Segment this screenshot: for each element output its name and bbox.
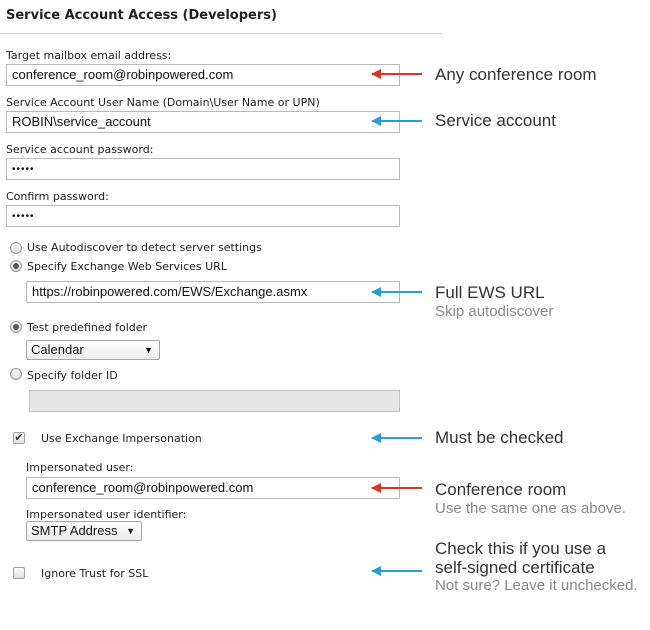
impersonation-label: Use Exchange Impersonation (41, 432, 202, 445)
confirm-password-input[interactable]: ••••• (6, 205, 400, 227)
annotation-user-title: Conference room (435, 480, 567, 499)
annotation-account: Service account (435, 111, 556, 130)
annotation-user-sub: Use the same one as above. (435, 500, 626, 517)
username-input[interactable]: ROBIN\service_account (6, 111, 400, 133)
chevron-down-icon: ▼ (126, 526, 135, 536)
annotation-ssl-line2: self-signed certificate (435, 558, 595, 577)
username-label: Service Account User Name (Domain\User Name or UPN) (6, 96, 320, 109)
folder-id-label: Specify folder ID (27, 369, 118, 382)
chevron-down-icon: ▼ (144, 345, 153, 355)
password-label: Service account password: (6, 143, 154, 156)
annotation-ssl-line1: Check this if you use a (435, 539, 607, 558)
page-title: Service Account Access (Developers) (6, 8, 277, 23)
annotation-ssl-sub: Not sure? Leave it unchecked. (435, 577, 638, 594)
annotation-ews-title: Full EWS URL (435, 283, 545, 302)
impersonated-user-label: Impersonated user: (26, 461, 134, 474)
predefined-folder-label: Test predefined folder (27, 321, 148, 334)
ews-url-input[interactable]: https://robinpowered.com/EWS/Exchange.asmx (26, 281, 400, 303)
autodiscover-label: Use Autodiscover to detect server settings (27, 241, 262, 254)
annotation-ews-sub: Skip autodiscover (435, 303, 554, 320)
mailbox-label: Target mailbox email address: (6, 49, 172, 62)
ignore-ssl-label: Ignore Trust for SSL (41, 567, 149, 580)
password-input[interactable]: ••••• (6, 158, 400, 180)
ews-url-label: Specify Exchange Web Services URL (27, 260, 227, 273)
predefined-folder-value: Calendar (31, 342, 84, 357)
impersonated-identifier-label: Impersonated user identifier: (26, 508, 187, 521)
annotation-mailbox: Any conference room (435, 65, 597, 84)
confirm-password-label: Confirm password: (6, 190, 109, 203)
impersonated-user-input[interactable]: conference_room@robinpowered.com (26, 477, 400, 499)
mailbox-input[interactable]: conference_room@robinpowered.com (6, 64, 400, 86)
checkmark-icon: ✔ (14, 431, 24, 444)
annotation-impersonation: Must be checked (435, 428, 564, 447)
impersonated-identifier-value: SMTP Address (31, 523, 118, 538)
